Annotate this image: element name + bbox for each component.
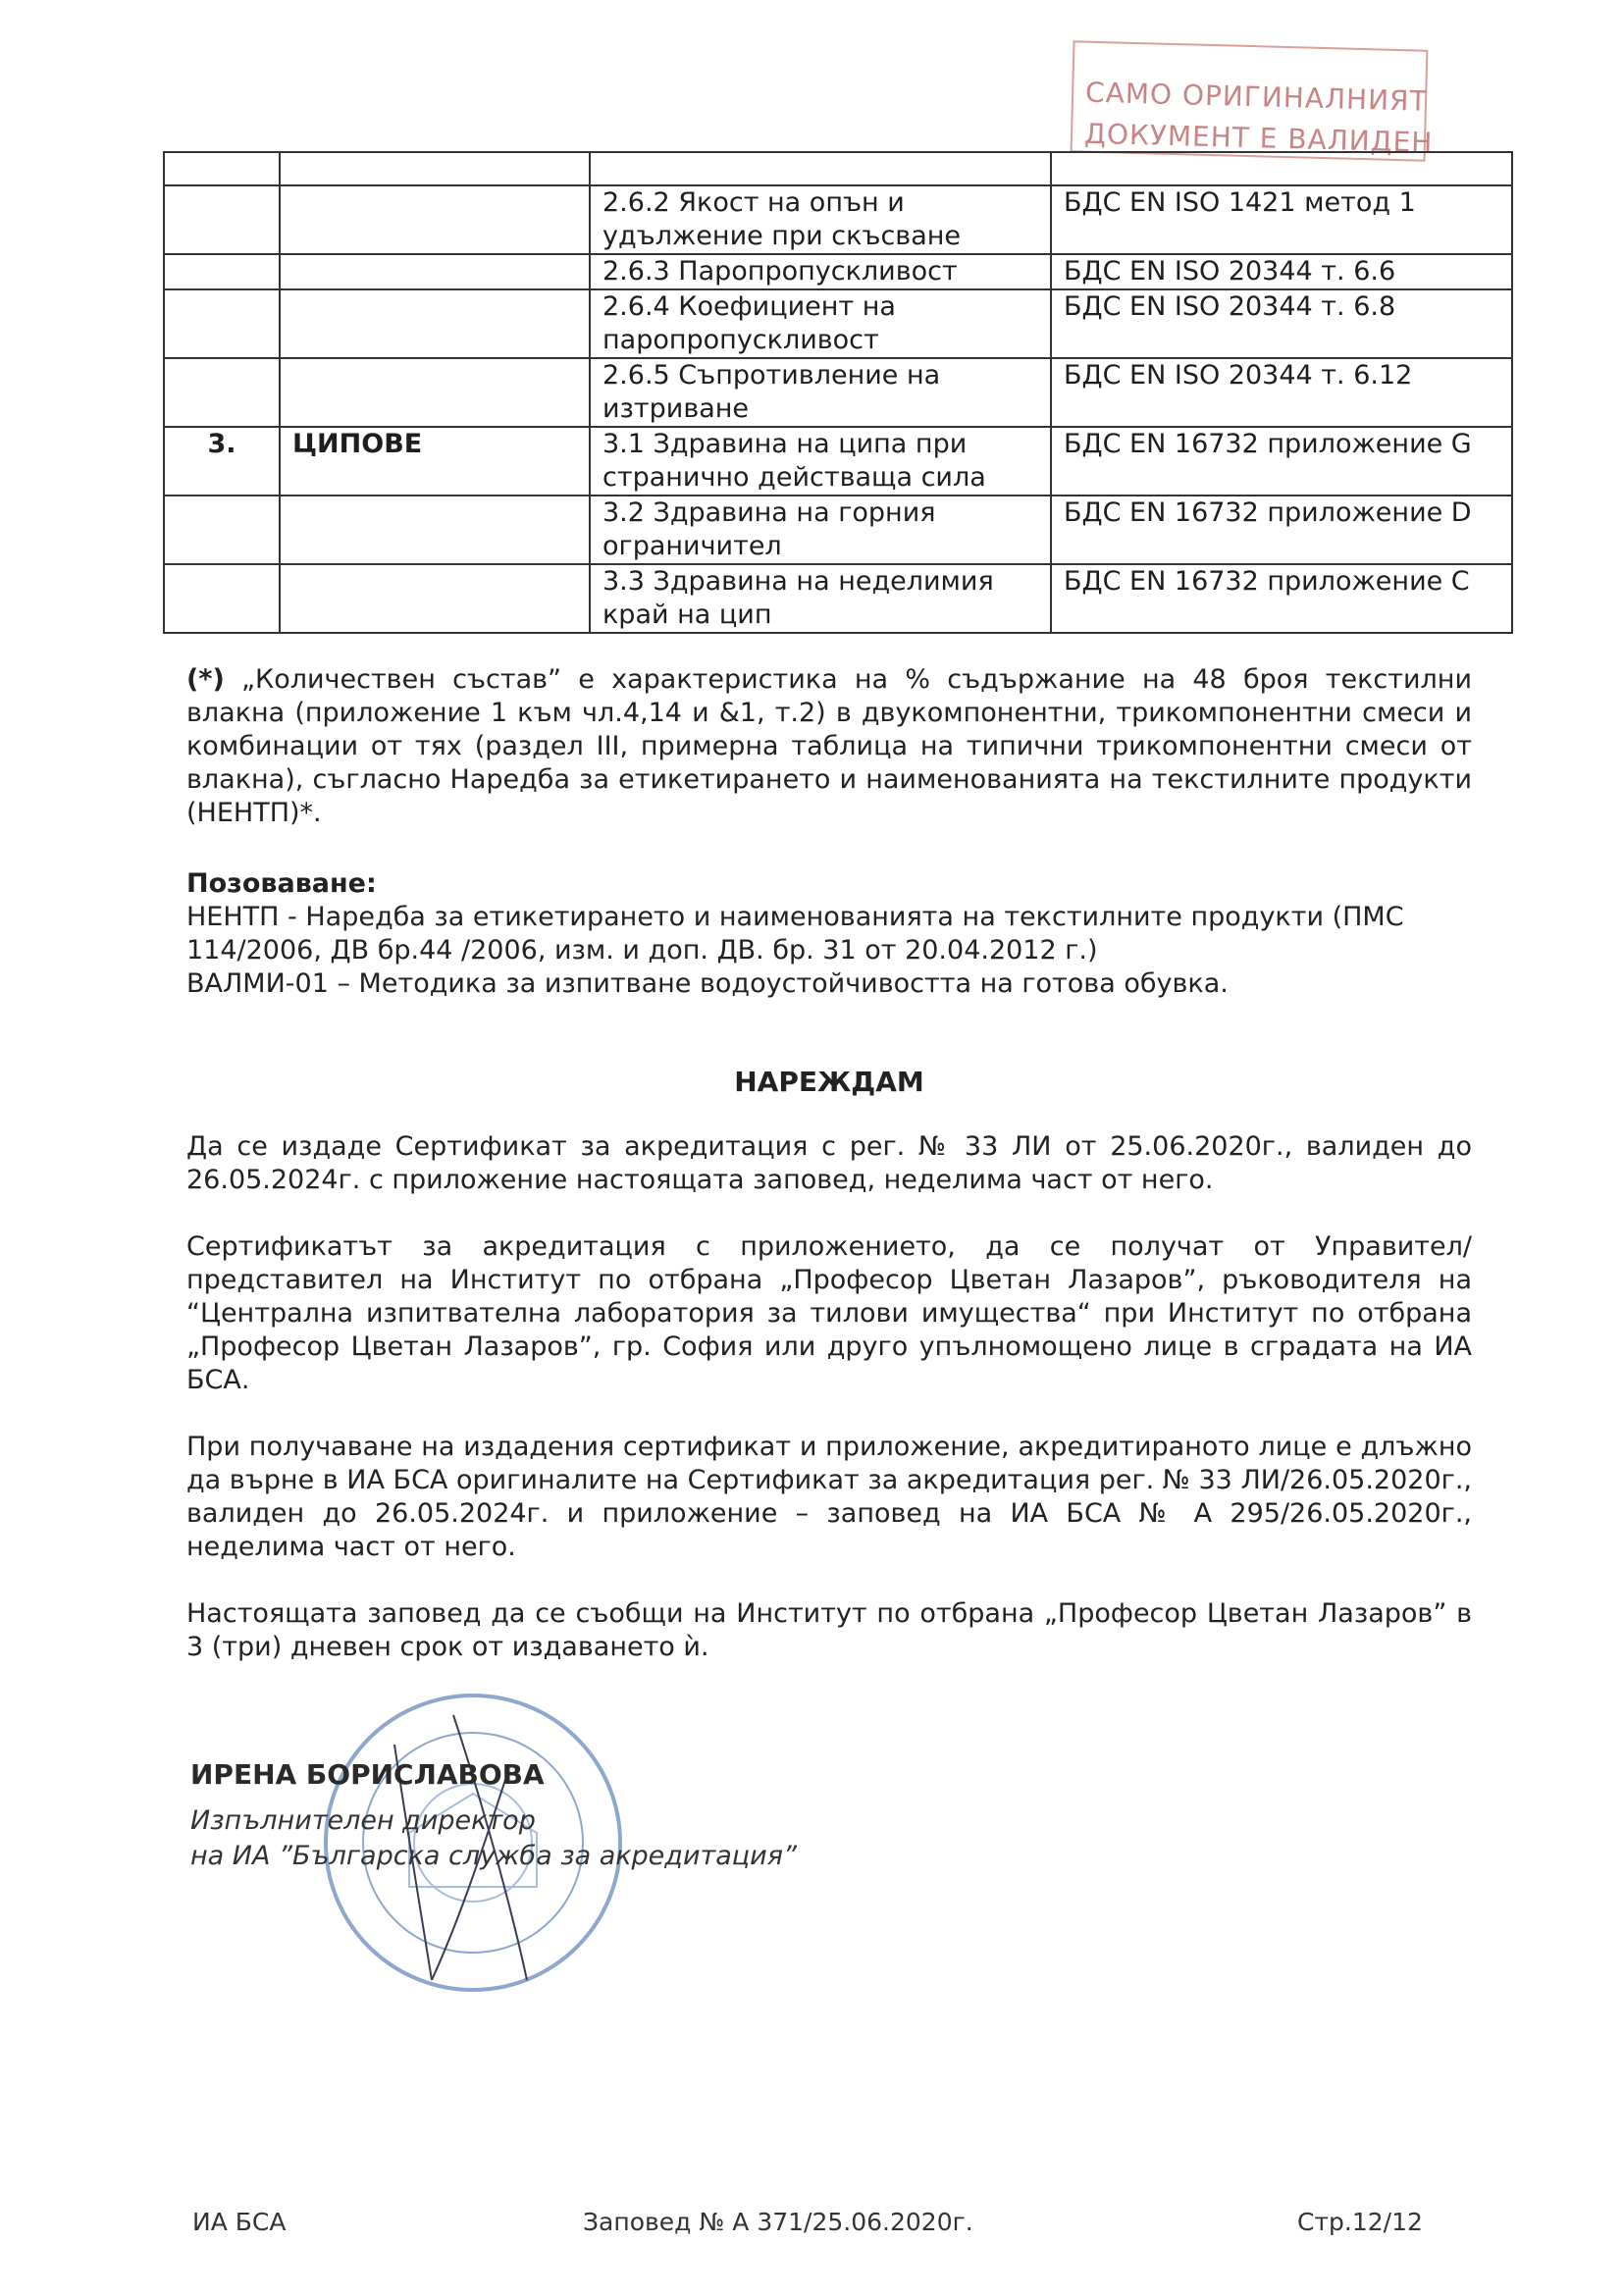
row-group — [280, 564, 590, 633]
table-row — [164, 185, 1512, 254]
row-group — [280, 496, 590, 564]
row-group — [280, 185, 590, 254]
row-number — [164, 564, 280, 633]
row-number — [164, 185, 280, 254]
row-parameter — [590, 152, 1051, 185]
signer-role — [190, 1803, 797, 1874]
order-paragraph-2: Сертификатът за акредитация с приложението, да се получат от Управител/представител на Институт по отбрана „Професор Цветан Лазаров”, ръководителя на “Централна изпитвателна лаборатория за тилови имущества“ при Институт по отбрана „Професор Цветан Лазаров”, гр. София или друго упълномощено лице в сградата на ИА БСА. — [186, 1231, 1472, 1395]
row-number: 3. — [164, 427, 280, 496]
validity-stamp — [1071, 40, 1434, 161]
row-number — [164, 358, 280, 427]
row-number — [164, 496, 280, 564]
signer-name: ИРЕНА БОРИСЛАВОВА — [190, 1758, 545, 1791]
signer-role-agency: на ИА ”Българска служба за акредитация” — [190, 1841, 797, 1871]
table-row — [164, 496, 1512, 564]
row-method: БДС EN ISO 20344 т. 6.6 — [1051, 254, 1512, 289]
row-group: ЦИПОВЕ — [280, 427, 590, 496]
row-number — [164, 152, 280, 185]
table-row — [164, 254, 1512, 289]
methods-table — [163, 151, 1513, 634]
row-number — [164, 289, 280, 358]
references-heading: Позоваване: — [186, 868, 377, 899]
table-row — [164, 289, 1512, 358]
row-group — [280, 289, 590, 358]
table-row — [164, 152, 1512, 185]
stamp-line-2: ДОКУМЕНТ Е ВАЛИДЕН — [1083, 117, 1434, 159]
row-parameter: 2.6.4 Коефициент на паропропускливост — [590, 289, 1051, 358]
order-paragraph-1: Да се издаде Сертификат за акредитация с рег. № 33 ЛИ от 25.06.2020г., валиден до 26.05.2024г. с приложение настоящата заповед, неделима част от него. — [186, 1131, 1472, 1195]
row-method: БДС EN 16732 приложение G — [1051, 427, 1512, 496]
row-method: БДС EN ISO 1421 метод 1 — [1051, 185, 1512, 254]
row-method: БДС EN ISO 20344 т. 6.8 — [1051, 289, 1512, 358]
row-parameter: 3.2 Здравина на горния ограничител — [590, 496, 1051, 564]
row-group — [280, 254, 590, 289]
row-method: БДС EN ISO 20344 т. 6.12 — [1051, 358, 1512, 427]
row-group — [280, 152, 590, 185]
footnote-text: „Количествен състав” е характеристика на % съдържание на 48 броя текстилни влакна (приложение 1 към чл.4,14 и &1, т.2) в двукомпонентни, трикомпонентни смеси и комбинации от тях (раздел III, примерна таблица на типични трикомпонентни смеси от влакна), съгласно Наредба за етикетирането и наименованията на текстилните продукти (НЕНТП)*. — [186, 664, 1472, 828]
row-number — [164, 254, 280, 289]
reference-valmi: ВАЛМИ-01 – Методика за изпитване водоустойчивостта на готова обувка. — [186, 968, 1229, 999]
row-method: БДС EN 16732 приложение C — [1051, 564, 1512, 633]
order-paragraph-4: Настоящата заповед да се съобщи на Институт по отбрана „Професор Цветан Лазаров” в 3 (три) дневен срок от издаването ѝ. — [186, 1598, 1472, 1662]
order-heading: НАРЕЖДАМ — [734, 1066, 924, 1098]
footer-page-number: Стр.12/12 — [1297, 2208, 1423, 2236]
order-paragraph-3: При получаване на издадения сертификат и приложение, акредитираното лице е длъжно да върне в ИА БСА оригиналите на Сертификат за акредитация рег. № 33 ЛИ/26.05.2020г., валиден до 26.05.2024г. и приложение – заповед на ИА БСА № А 295/26.05.2020г., неделима част от него. — [186, 1432, 1472, 1562]
footnote-marker: (*) — [186, 664, 225, 695]
table-row — [164, 358, 1512, 427]
signer-role-title: Изпълнителен директор — [190, 1805, 536, 1836]
row-parameter: 2.6.2 Якост на опън и удължение при скъсване — [590, 185, 1051, 254]
footnote — [186, 663, 1472, 830]
stamp-line-1: САМО ОРИГИНАЛНИЯТ — [1084, 76, 1429, 118]
table-row — [164, 427, 1512, 496]
footer-order-ref: Заповед № А 371/25.06.2020г. — [583, 2208, 973, 2236]
table-row — [164, 564, 1512, 633]
row-parameter: 2.6.3 Паропропускливост — [590, 254, 1051, 289]
row-parameter: 3.1 Здравина на ципа при странично действаща сила — [590, 427, 1051, 496]
row-group — [280, 358, 590, 427]
row-parameter: 2.6.5 Съпротивление на изтриване — [590, 358, 1051, 427]
reference-nentp: НЕНТП - Наредба за етикетирането и наименованията на текстилните продукти (ПМС 114/2006, ДВ бр.44 /2006, изм. и доп. ДВ. бр. 31 от 20.04.2012 г.) — [186, 902, 1404, 965]
row-parameter: 3.3 Здравина на неделимия край на цип — [590, 564, 1051, 633]
row-method — [1051, 152, 1512, 185]
footer-agency: ИА БСА — [192, 2208, 287, 2236]
row-method: БДС EN 16732 приложение D — [1051, 496, 1512, 564]
